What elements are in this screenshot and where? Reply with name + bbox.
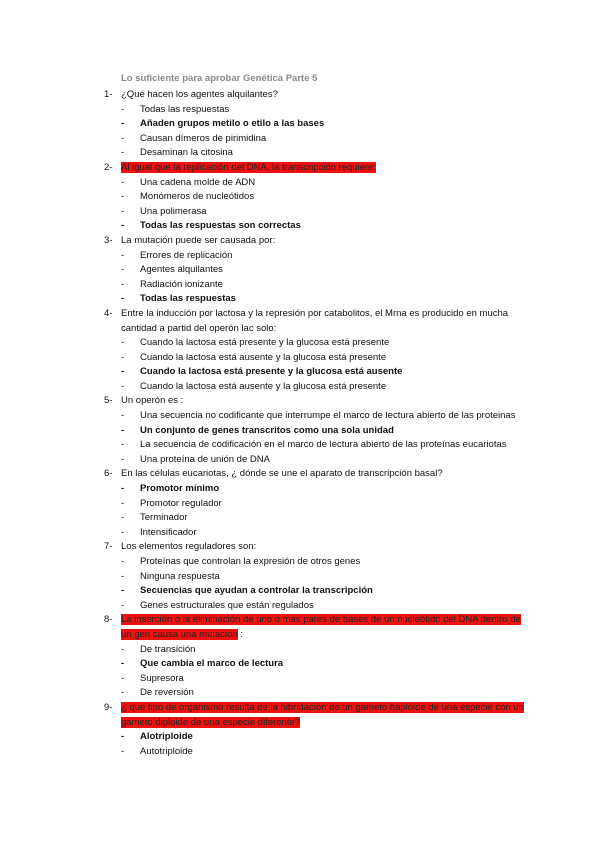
answer-option	[104, 103, 524, 118]
bullet-dash: -	[121, 103, 125, 115]
answer-option-text: Una proteína de unión de DNA	[140, 453, 270, 465]
answer-option	[104, 365, 524, 380]
answer-option	[104, 351, 524, 366]
answer-option	[104, 117, 524, 132]
question-highlighted-text: La inserción o la eliminación de uno o mas pares de bases de un nucleótido del DNA dentro de un gen causa una mutación	[121, 614, 521, 640]
answer-option	[104, 249, 524, 264]
answer-option	[104, 132, 524, 147]
answer-option-text: Radiación ionizante	[140, 278, 223, 290]
question-number: 7-	[104, 541, 113, 553]
bullet-dash: -	[121, 658, 125, 670]
answer-option-text: Cuando la lactosa está presente y la glucosa está ausente	[140, 366, 403, 378]
bullet-dash: -	[121, 249, 125, 261]
bullet-dash: -	[121, 264, 125, 276]
question-9	[104, 701, 524, 730]
question-text	[121, 235, 275, 246]
answer-option-text: Proteínas que controlan la expresión de otros genes	[140, 556, 361, 567]
question-plain-text: La mutación puede ser causada por:	[121, 234, 276, 246]
answer-option-text: Alotriploide	[140, 731, 193, 743]
question-4	[104, 307, 524, 336]
bullet-dash: -	[121, 585, 125, 597]
answer-option	[104, 511, 524, 526]
question-highlighted-text: Al igual que la replicación del DNA, la transcripción requiere:	[121, 161, 377, 173]
answer-option	[104, 599, 524, 614]
answer-option	[104, 570, 524, 585]
bullet-dash: -	[121, 220, 125, 232]
question-number: 3-	[104, 234, 113, 246]
question-text	[121, 468, 443, 479]
answer-option	[104, 263, 524, 278]
question-highlighted-text: ¿ que tipo de organismo resulta de la hibridación de un gameto haploide de una especie con un gameto diploide de una especie diferente?	[121, 701, 524, 728]
answer-option	[104, 657, 524, 672]
answer-option	[104, 453, 524, 468]
question-2	[104, 161, 524, 176]
question-number: 9-	[104, 701, 113, 713]
answer-option-text: La secuencia de codificación en el marco de lectura abierto de las proteínas eucariotas	[140, 439, 507, 451]
answer-option-text: Un conjunto de genes transcritos como una sola unidad	[140, 424, 394, 436]
bullet-dash: -	[121, 570, 125, 582]
bullet-dash: -	[121, 278, 125, 290]
question-1	[104, 88, 524, 103]
answer-option	[104, 526, 524, 541]
document-title: Lo suficiente para aprobar Genética Parte 5	[121, 73, 318, 84]
answer-option	[104, 336, 524, 351]
bullet-dash: -	[121, 337, 125, 349]
question-text	[121, 614, 521, 640]
answer-option-text: Promotor regulador	[140, 497, 222, 509]
bullet-dash: -	[121, 147, 125, 159]
bullet-dash: -	[121, 643, 125, 655]
bullet-dash: -	[121, 599, 125, 611]
bullet-dash: -	[121, 191, 125, 203]
bullet-dash: -	[121, 205, 125, 217]
bullet-dash: -	[121, 556, 125, 567]
answer-option-text: Agentes alquilantes	[140, 264, 223, 276]
question-number: 4-	[104, 307, 113, 319]
answer-option	[104, 745, 524, 760]
bullet-dash: -	[121, 687, 125, 699]
bullet-dash: -	[121, 410, 125, 422]
answer-option-text: Errores de replicación	[140, 249, 233, 261]
answer-option	[104, 497, 524, 512]
bullet-dash: -	[121, 176, 125, 188]
answer-option-text: Todas las respuestas	[140, 293, 236, 305]
question-3	[104, 234, 524, 249]
bullet-dash: -	[121, 526, 125, 538]
answer-option-text: Genes estructurales que están regulados	[140, 599, 314, 611]
question-suffix: :	[237, 628, 244, 640]
answer-option-text: Causan dímeros de pirimidina	[140, 132, 267, 144]
question-text	[121, 89, 278, 100]
answer-option-text: Que cambia el marco de lectura	[140, 658, 284, 670]
question-plain-text: Un operón es :	[121, 395, 184, 407]
question-number: 1-	[104, 89, 113, 100]
bullet-dash: -	[121, 672, 125, 684]
bullet-dash: -	[121, 439, 125, 451]
answer-option-text: Todas las respuestas son correctas	[140, 220, 301, 232]
answer-option	[104, 205, 524, 220]
answer-option	[104, 555, 524, 570]
question-text	[121, 308, 508, 334]
bullet-dash: -	[121, 497, 125, 509]
question-number: 6-	[104, 468, 113, 480]
answer-option-text: De transición	[140, 643, 196, 655]
answer-option	[104, 409, 524, 424]
answer-option-text: Cuando la lactosa está presente y la glucosa está presente	[140, 337, 390, 349]
question-number: 5-	[104, 395, 113, 407]
answer-option	[104, 438, 524, 453]
answer-option	[104, 584, 524, 599]
answer-option	[104, 190, 524, 205]
answer-option-text: Autotriploide	[140, 745, 193, 757]
bullet-dash: -	[121, 424, 125, 436]
answer-option	[104, 292, 524, 307]
answer-option-text: Secuencias que ayudan a controlar la transcripción	[140, 585, 373, 597]
question-text	[121, 702, 524, 728]
bullet-dash: -	[121, 380, 125, 392]
question-number: 8-	[104, 614, 113, 626]
bullet-dash: -	[121, 118, 125, 130]
answer-option-text: Monómeros de nucleótidos	[140, 191, 255, 203]
answer-option-text: Una polimerasa	[140, 205, 207, 217]
answer-option-text: Ninguna respuesta	[140, 570, 220, 582]
bullet-dash: -	[121, 512, 125, 524]
bullet-dash: -	[121, 483, 125, 495]
bullet-dash: -	[121, 731, 125, 743]
answer-option	[104, 146, 524, 161]
answer-option-text: Desaminan la citosina	[140, 147, 233, 159]
answer-option	[104, 424, 524, 439]
answer-option-text: Cuando la lactosa está ausente y la glucosa está presente	[140, 380, 387, 392]
answer-option	[104, 643, 524, 658]
bullet-dash: -	[121, 453, 125, 465]
question-text	[121, 541, 256, 552]
question-number: 2-	[104, 161, 113, 173]
bullet-dash: -	[121, 745, 125, 757]
answer-option	[104, 482, 524, 497]
answer-option-text: Cuando la lactosa está ausente y la glucosa está presente	[140, 351, 387, 363]
answer-option	[104, 278, 524, 293]
answer-option-text: Una cadena molde de ADN	[140, 176, 256, 188]
answer-option-text: Todas las respuestas	[140, 103, 230, 115]
question-plain-text: ¿Qué hacen los agentes alquilantes?	[121, 89, 278, 100]
answer-option	[104, 219, 524, 234]
bullet-dash: -	[121, 366, 125, 378]
answer-option-text: Supresora	[140, 672, 184, 684]
answer-option-text: De reversión	[140, 687, 194, 699]
answer-option	[104, 672, 524, 687]
question-text	[121, 395, 183, 406]
question-6	[104, 467, 524, 482]
answer-option	[104, 686, 524, 701]
bullet-dash: -	[121, 132, 125, 144]
question-plain-text: En las células eucariotas, ¿ dónde se une el aparato de transcripción basal?	[121, 468, 443, 480]
question-8	[104, 613, 524, 642]
answer-option-text: Intensificador	[140, 526, 197, 538]
question-text	[121, 162, 376, 173]
answer-option	[104, 176, 524, 191]
question-5	[104, 394, 524, 409]
bullet-dash: -	[121, 351, 125, 363]
question-plain-text: Entre la inducción por lactosa y la represión por catabolitos, el Mrna es producido en mucha cantidad a partid del operón lac solo:	[121, 307, 509, 334]
answer-option-text: Añaden grupos metilo o etilo a las bases	[140, 118, 325, 130]
answer-option-text: Promotor mínimo	[140, 483, 220, 495]
question-list	[104, 88, 524, 759]
bullet-dash: -	[121, 293, 125, 305]
answer-option-text: Terminador	[140, 512, 188, 524]
answer-option	[104, 730, 524, 745]
answer-option-text: Una secuencia no codificante que interrumpe el marco de lectura abierto de las proteinas	[140, 410, 516, 422]
question-7	[104, 540, 524, 555]
question-plain-text: Los elementos reguladores son:	[121, 541, 257, 553]
answer-option	[104, 380, 524, 395]
